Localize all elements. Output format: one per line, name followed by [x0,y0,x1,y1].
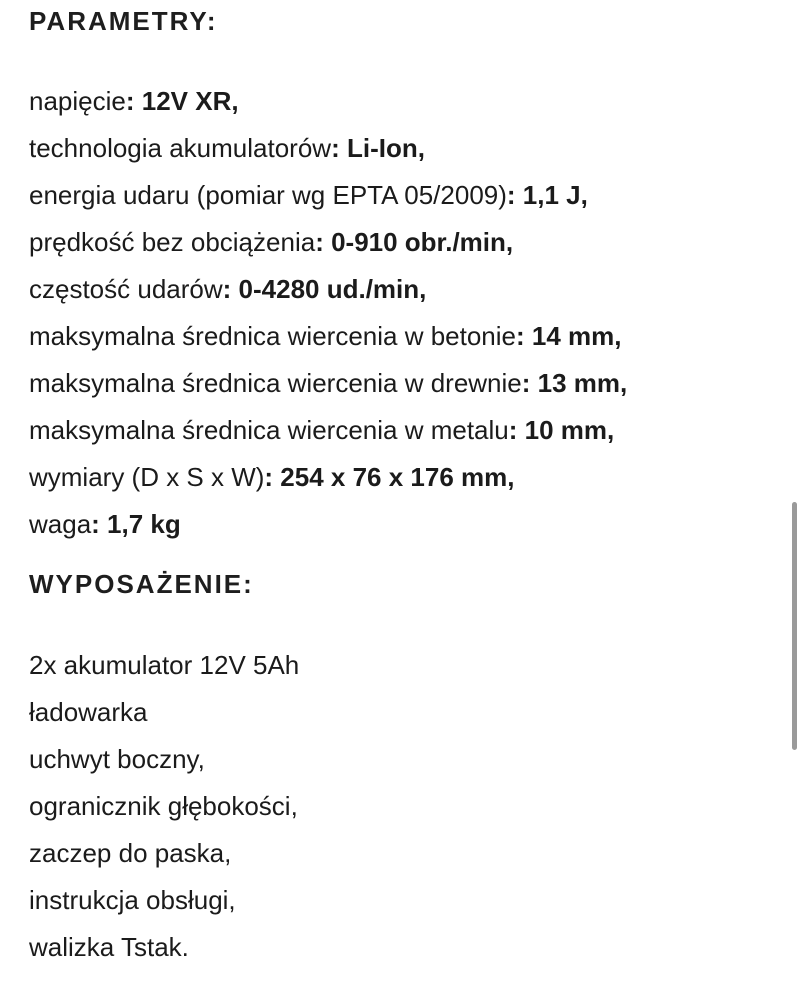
spec-item-energia-udaru [29,172,627,219]
spec-value: : 12V XR, [125,86,239,116]
spec-label: częstość udarów [29,274,223,304]
spec-value: : 10 mm, [508,415,615,445]
spec-value: : 13 mm, [521,368,628,398]
equipment-item: instrukcja obsługi, [29,885,236,915]
vertical-scrollbar[interactable] [792,502,797,750]
equipment-item: 2x akumulator 12V 5Ah [29,650,300,680]
spec-label: waga [29,509,92,539]
spec-item-technologia [29,125,627,172]
wyposazenie-heading: WYPOSAŻENIE: [29,569,254,599]
parametry-list [29,78,627,548]
spec-label: maksymalna średnica wiercenia w betonie [29,321,517,351]
spec-value: : 1,1 J, [506,180,588,210]
spec-item-predkosc [29,219,627,266]
equipment-item: zaczep do paska, [29,838,232,868]
wyposazenie-list [29,642,299,971]
spec-value: : 1,7 kg [91,509,181,539]
spec-label: wymiary (D x S x W) [29,462,265,492]
spec-value: : 0-910 obr./min, [315,227,514,257]
spec-item-czestosc-udarow [29,266,627,313]
spec-label: maksymalna średnica wiercenia w drewnie [29,368,522,398]
equipment-item: walizka Tstak. [29,932,189,962]
spec-item-waga [29,501,627,548]
parametry-heading: PARAMETRY: [29,6,218,36]
spec-item-drewno [29,360,627,407]
spec-item-napiecie [29,78,627,125]
equipment-item: uchwyt boczny, [29,744,205,774]
spec-item-wymiary [29,454,627,501]
spec-value: : 14 mm, [516,321,622,351]
spec-item-metal [29,407,627,454]
spec-label: energia udaru (pomiar wg EPTA 05/2009) [29,180,507,210]
spec-item-beton [29,313,627,360]
spec-label: prędkość bez obciążenia [29,227,316,257]
spec-value: : Li-Ion, [331,133,425,163]
spec-value: : 0-4280 ud./min, [222,274,427,304]
equipment-item: ładowarka [29,697,148,727]
spec-value: : 254 x 76 x 176 mm, [264,462,515,492]
spec-label: napięcie [29,86,126,116]
spec-label: technologia akumulatorów [29,133,332,163]
equipment-item: ogranicznik głębokości, [29,791,298,821]
spec-label: maksymalna średnica wiercenia w metalu [29,415,509,445]
